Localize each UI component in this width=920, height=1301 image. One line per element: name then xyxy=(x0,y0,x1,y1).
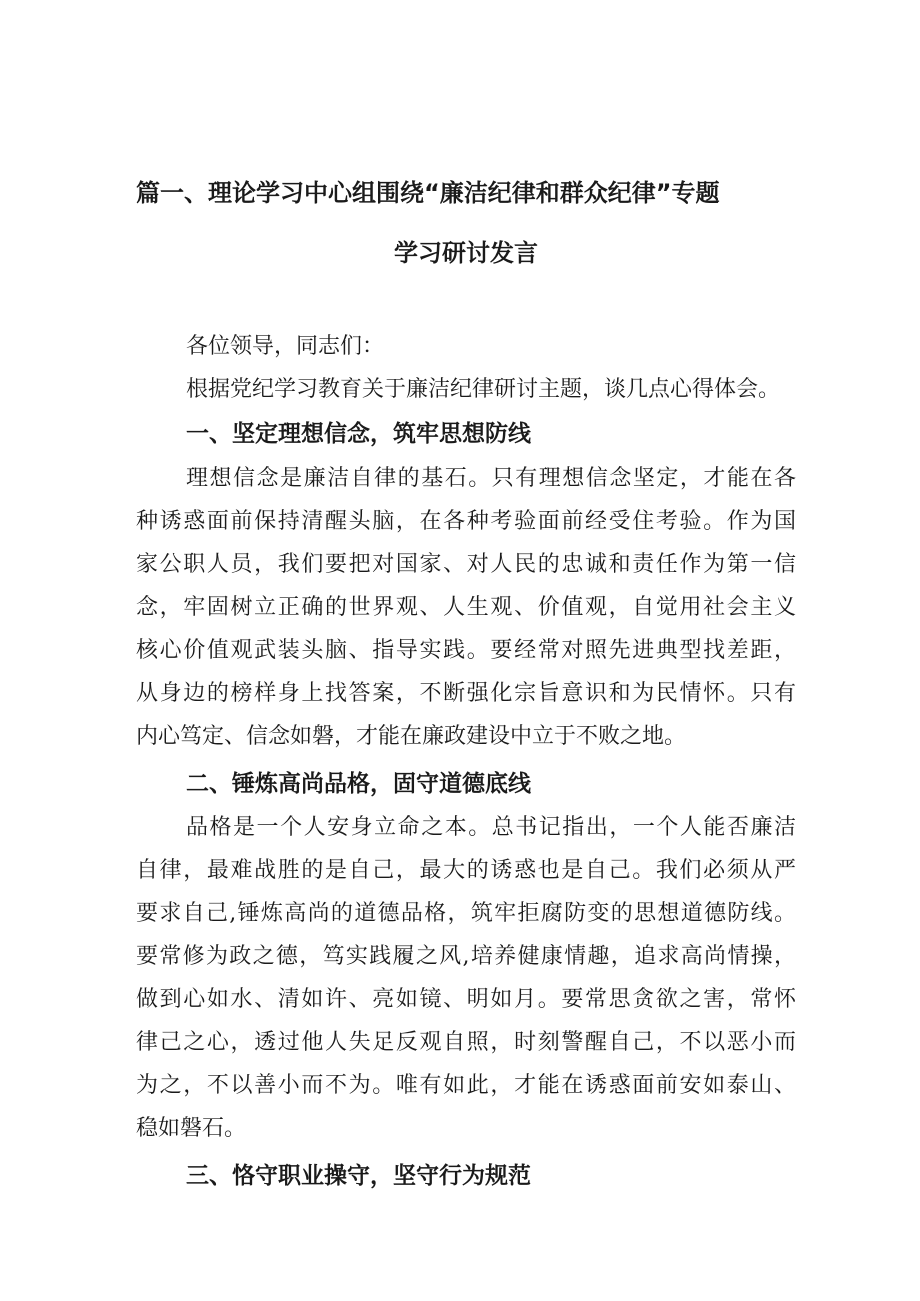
document-title-line-2: 学习研讨发言 xyxy=(394,239,538,267)
paragraph-line: 从身边的榜样身上找答案，不断强化宗旨意识和为民情怀。只有 xyxy=(136,681,796,706)
paragraph-line: 核心价值观武装头脑、指导实践。要经常对照先进典型找差距， xyxy=(136,638,796,663)
section-heading-1: 一、坚定理想信念，筑牢思想防线 xyxy=(186,421,531,447)
paragraph-line: 理想信念是廉洁自律的基石。只有理想信念坚定，才能在各 xyxy=(186,466,796,491)
paragraph-line: 品格是一个人安身立命之本。总书记指出，一个人能否廉洁 xyxy=(186,815,796,840)
paragraph-line: 念，牢固树立正确的世界观、人生观、价值观，自觉用社会主义 xyxy=(136,595,796,620)
greeting: 各位领导，同志们： xyxy=(186,334,385,359)
section-heading-2: 二、锤炼高尚品格，固守道德底线 xyxy=(186,771,531,797)
paragraph-line: 家公职人员，我们要把对国家、对人民的忠诚和责任作为第一信 xyxy=(136,552,796,577)
paragraph-line: 做到心如水、清如许、亮如镜、明如月。要常思贪欲之害，常怀 xyxy=(136,987,796,1012)
paragraph-line: 自律，最难战胜的是自己，最大的诱惑也是自己。我们必须从严 xyxy=(136,858,796,883)
paragraph-line: 稳如磐石。 xyxy=(136,1116,247,1141)
intro-paragraph: 根据党纪学习教育关于廉洁纪律研讨主题，谈几点心得体会。 xyxy=(186,377,781,402)
document-title-line-1: 篇一、理论学习中心组围绕“廉洁纪律和群众纪律”专题 xyxy=(136,179,720,207)
paragraph-line: 要求自己,锤炼高尚的道德品格，筑牢拒腐防变的思想道德防线。 xyxy=(136,901,796,926)
paragraph-line: 要常修为政之德，笃实践履之风,培养健康情趣，追求高尚情操， xyxy=(136,944,796,969)
paragraph-line: 内心笃定、信念如磐，才能在廉政建设中立于不败之地。 xyxy=(136,724,687,749)
section-heading-3: 三、恪守职业操守，坚守行为规范 xyxy=(186,1163,531,1189)
paragraph-line: 种诱惑面前保持清醒头脑，在各种考验面前经受住考验。作为国 xyxy=(136,509,796,534)
paragraph-line: 为之，不以善小而不为。唯有如此，才能在诱惑面前安如泰山、 xyxy=(136,1073,796,1098)
paragraph-line: 律己之心，透过他人失足反观自照，时刻警醒自己，不以恶小而 xyxy=(136,1030,796,1055)
